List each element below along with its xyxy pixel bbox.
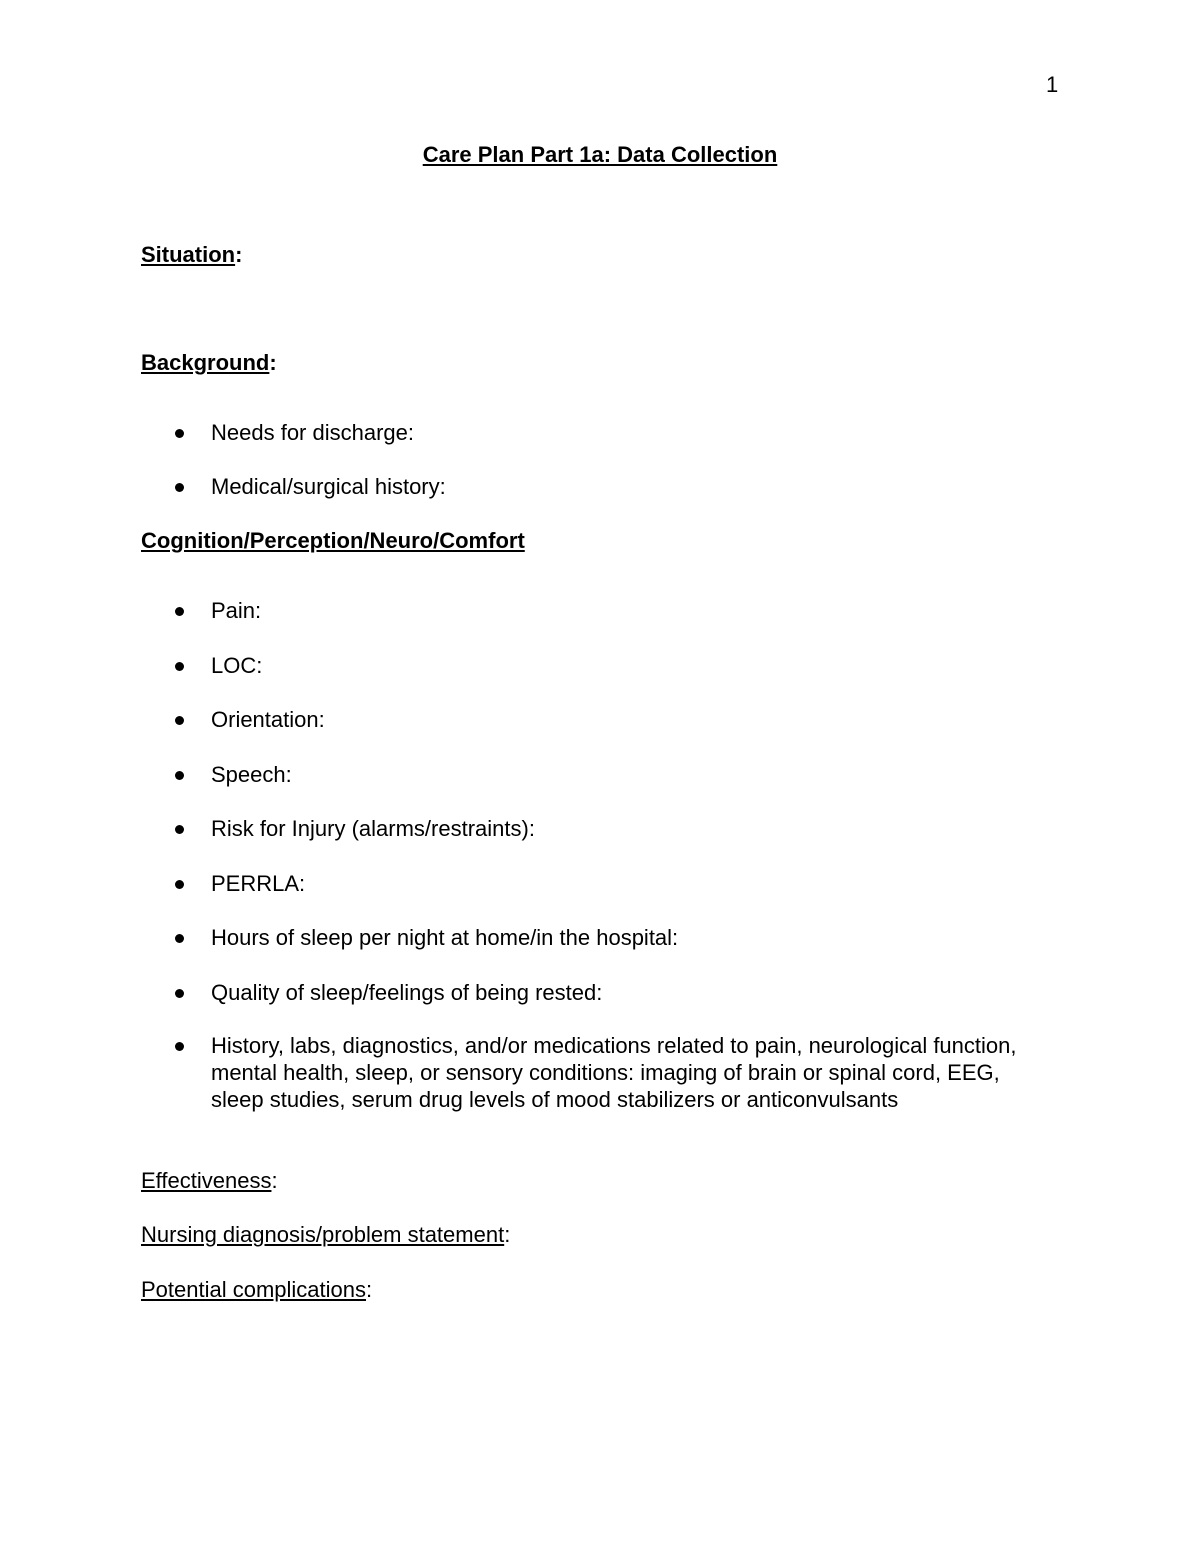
background-colon: : [269, 350, 277, 375]
potential-complications-label: Potential complications [141, 1277, 367, 1302]
cognition-item-perrla: PERRLA: [211, 871, 306, 896]
nursing-diagnosis-heading [141, 1222, 510, 1248]
page-number: 1 [1046, 72, 1059, 97]
effectiveness-heading [141, 1168, 278, 1194]
cognition-item-sleep-hours: Hours of sleep per night at home/in the hospital: [211, 925, 679, 950]
cognition-item-speech: Speech: [211, 762, 292, 787]
cognition-item-sleep-quality: Quality of sleep/feelings of being rested: [211, 980, 603, 1005]
background-item-discharge: Needs for discharge: [211, 420, 414, 445]
situation-colon: : [235, 242, 243, 267]
page-title-text: Care Plan Part 1a: Data Collection [422, 142, 778, 167]
bullet-icon [175, 662, 184, 671]
nursing-diagnosis-colon: : [504, 1222, 511, 1247]
situation-heading [141, 242, 242, 268]
cognition-item-history: History, labs, diagnostics, and/or medications related to pain, neurological function, mental health, sleep, or sensory conditions: imaging of brain or spinal cord, EEG, sleep studies, serum drug levels of mood stabilizers or anticonvulsants [211, 1033, 1017, 1112]
effectiveness-colon: : [271, 1168, 278, 1193]
bullet-icon [175, 716, 184, 725]
background-label: Background [141, 350, 270, 375]
potential-complications-colon: : [366, 1277, 373, 1302]
bullet-icon [175, 1042, 184, 1051]
background-heading [141, 350, 277, 376]
bullet-icon [175, 429, 184, 438]
cognition-item-pain: Pain: [211, 598, 262, 623]
bullet-icon [175, 607, 184, 616]
page-title [0, 142, 1200, 168]
potential-complications-heading [141, 1277, 372, 1303]
cognition-label: Cognition/Perception/Neuro/Comfort [141, 528, 525, 553]
nursing-diagnosis-label: Nursing diagnosis/problem statement [141, 1222, 505, 1247]
cognition-heading [141, 528, 525, 554]
cognition-item-orientation: Orientation: [211, 707, 325, 732]
bullet-icon [175, 771, 184, 780]
bullet-icon [175, 989, 184, 998]
bullet-icon [175, 483, 184, 492]
cognition-item-injury: Risk for Injury (alarms/restraints): [211, 816, 535, 841]
effectiveness-label: Effectiveness [141, 1168, 272, 1193]
bullet-icon [175, 880, 184, 889]
background-item-history: Medical/surgical history: [211, 474, 446, 499]
situation-label: Situation [141, 242, 236, 267]
bullet-icon [175, 825, 184, 834]
bullet-icon [175, 934, 184, 943]
cognition-item-loc: LOC: [211, 653, 263, 678]
